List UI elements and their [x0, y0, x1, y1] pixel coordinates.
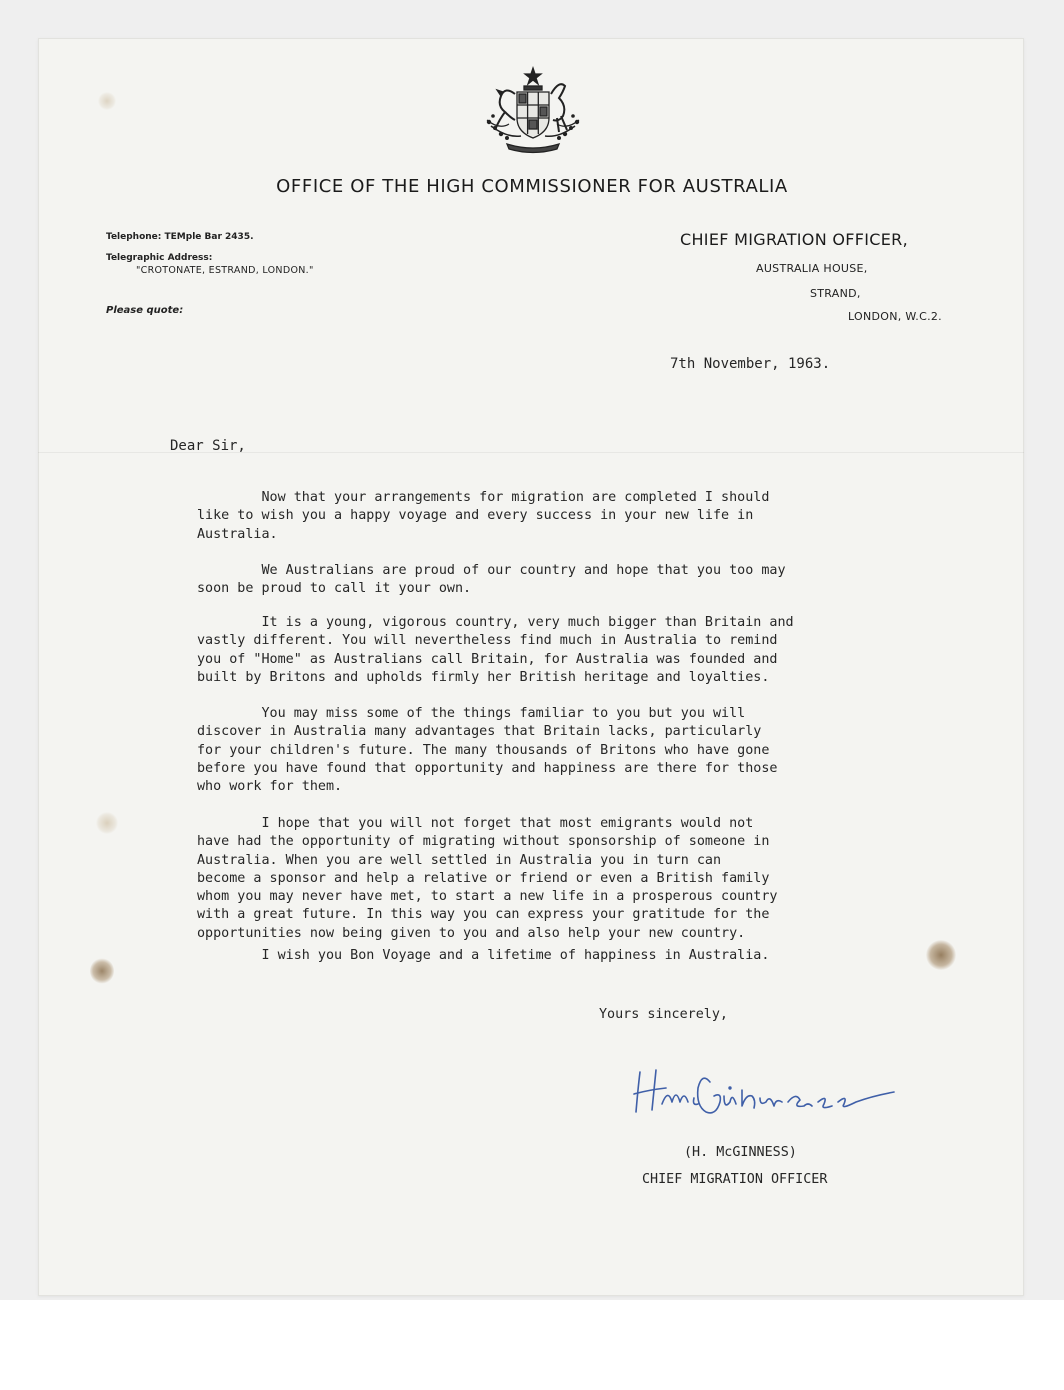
organization-title: OFFICE OF THE HIGH COMMISSIONER FOR AUSTRALIA	[276, 176, 788, 197]
office-title: CHIEF MIGRATION OFFICER,	[680, 230, 908, 249]
address-line-1: AUSTRALIA HOUSE,	[756, 262, 868, 275]
stain-mark	[96, 812, 118, 834]
paragraph-4: You may miss some of the things familiar to you but you will discover in Australia many advantages that Britain lacks, particularly for your children's future. The many thousands of Britons who have gone before you have found that opportunity and happiness are there for those who work for them.	[197, 706, 778, 795]
telegraphic-label: Telegraphic Address:	[106, 253, 213, 263]
letter-date: 7th November, 1963.	[670, 356, 831, 372]
signature-image	[632, 1062, 912, 1124]
stain-mark	[90, 958, 114, 984]
paragraph-1: Now that your arrangements for migration are completed I should like to wish you a happy voyage and every success in your new life in Australia.	[197, 490, 770, 542]
salutation: Dear Sir,	[170, 438, 246, 454]
paragraph-2: We Australians are proud of our country and hope that you too may soon be proud to call it your own.	[197, 563, 786, 597]
footer-area	[0, 1300, 1064, 1390]
signatory-title: CHIEF MIGRATION OFFICER	[642, 1172, 828, 1187]
paragraph-6: I wish you Bon Voyage and a lifetime of happiness in Australia.	[197, 948, 770, 963]
address-line-3: LONDON, W.C.2.	[848, 310, 942, 323]
telephone-line: Telephone: TEMple Bar 2435.	[106, 232, 254, 242]
coat-of-arms-icon	[477, 64, 589, 156]
closing: Yours sincerely,	[599, 1007, 728, 1022]
please-quote-label: Please quote:	[106, 305, 184, 316]
telegraphic-address: "CROTONATE, ESTRAND, LONDON."	[136, 265, 314, 276]
stain-mark	[98, 92, 116, 110]
paragraph-3: It is a young, vigorous country, very much bigger than Britain and vastly different. You will nevertheless find much in Australia to remind you of "Home" as Australians call Britain, for Australia was founded and built by Britons and upholds firmly her British heritage and loyalties.	[197, 615, 794, 685]
address-line-2: STRAND,	[810, 287, 861, 300]
signatory-name: (H. McGINNESS)	[684, 1145, 797, 1160]
stain-mark	[926, 940, 956, 970]
paragraph-5: I hope that you will not forget that most emigrants would not have had the opportunity of migrating without sponsorship of someone in Australia. When you are well settled in Australia you in turn can become a sponsor and help a relative or friend or even a British family whom you may never have met, to start a new life in a prosperous country with a great future. In this way you can express your gratitude for the opportunities now being given to you and also help your new country.	[197, 816, 778, 941]
